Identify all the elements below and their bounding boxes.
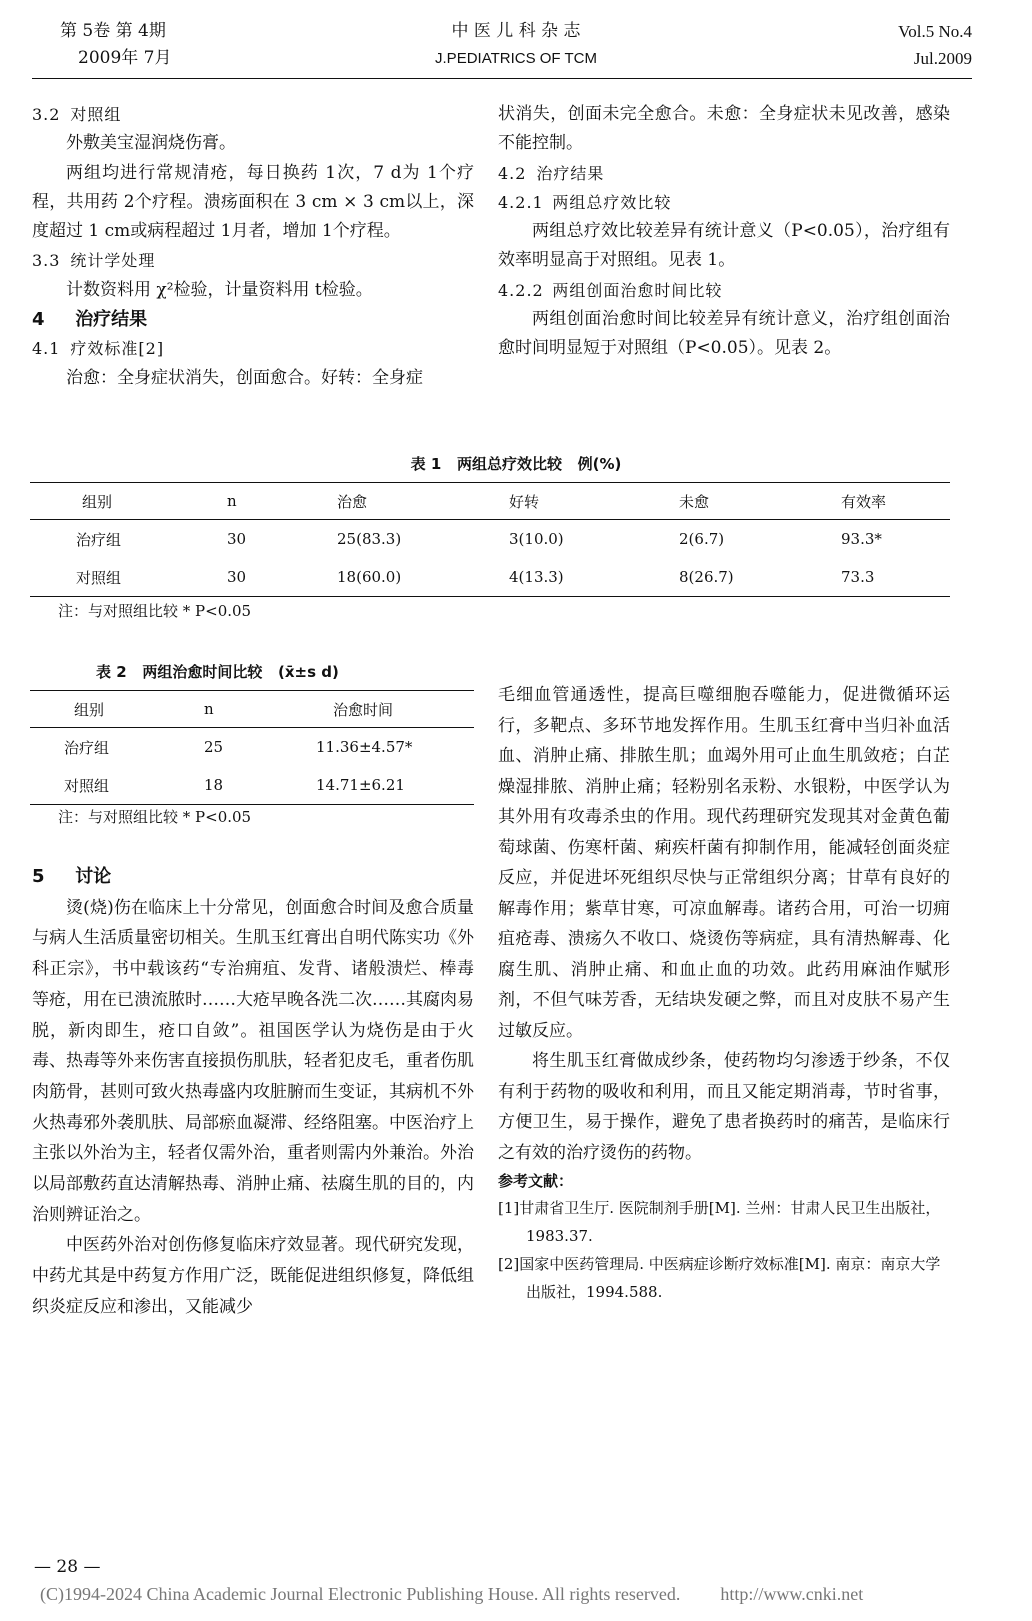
column-header: 未愈 (678, 483, 840, 520)
paragraph: 两组均进行常规清疮，每日换药 1次，7 d为 1个疗程，共用药 2个疗程。溃疡面积在 3 cm × 3 cm以上，深度超过 1 cm或病程超过 1月者，增加 1个疗程。 (32, 162, 474, 242)
paragraph: 将生肌玉红膏做成纱条，使药物均匀渗透于纱条，不仅有利于药物的吸收和利用，而且又能定期消毒，节时省事，方便卫生，易于操作，避免了患者换药时的痛苦，是临床行之有效的治疗烫伤的药物。 (498, 1051, 950, 1163)
header-rule (32, 78, 972, 79)
left-column-bottom (32, 862, 474, 1323)
column-header: 组别 (30, 483, 226, 520)
right-column-bottom (498, 680, 950, 1306)
table-header-row (30, 483, 950, 520)
section-heading-4-2-1: 4.2.1 两组总疗效比较 (498, 192, 672, 212)
table-row (30, 728, 474, 767)
column-header: 好转 (508, 483, 678, 520)
table-row (30, 766, 474, 805)
table-cell: 3(10.0) (509, 530, 564, 548)
table-cell: 治疗组 (64, 738, 110, 757)
issue-date: 2009年 7月 (78, 48, 172, 68)
column-header: 治愈时间 (315, 691, 474, 728)
issue-date-en: Jul.2009 (913, 49, 972, 68)
right-column-top (498, 100, 950, 364)
paragraph: 中医药外治对创伤修复临床疗效显著。现代研究发现，中药尤其是中药复方作用广泛，既能促进组织修复，降低组织炎症反应和渗出，又能减少 (32, 1235, 474, 1317)
paragraph: 治愈：全身症状消失，创面愈合。好转：全身症 (66, 367, 423, 388)
table-1-note: 注：与对照组比较 * P<0.05 (58, 602, 252, 620)
table-cell: 对照组 (30, 766, 203, 805)
table-cell: 25 (204, 738, 224, 756)
table-cell: 30 (226, 558, 336, 597)
section-heading-4: 4 治疗结果 (32, 309, 148, 331)
footer-url: http://www.cnki.net (720, 1584, 864, 1604)
copyright-text: (C)1994-2024 China Academic Journal Electronic Publishing House. All rights reserved. (40, 1584, 681, 1604)
journal-issue-en (898, 18, 972, 72)
journal-title-cn: 中 医 儿 科 杂 志 (451, 21, 581, 41)
paragraph: 状消失，创面未完全愈合。未愈：全身症状未见改善，感染不能控制。 (498, 104, 950, 154)
table-cell: 11.36±4.57* (316, 738, 413, 756)
table-cell: 18(60.0) (336, 558, 508, 597)
table-row (30, 520, 950, 559)
left-column-top (32, 100, 474, 393)
journal-title-en: J.PEDIATRICS OF TCM (435, 50, 597, 67)
column-header: n (203, 691, 315, 728)
paragraph: 两组创面治愈时间比较差异有统计意义，治疗组创面治愈时间明显短于对照组（P<0.05）。见表 2。 (498, 309, 950, 359)
paragraph: 烫(烧)伤在临床上十分常见，创面愈合时间及愈合质量与病人生活质量密切相关。生肌玉红膏出自明代陈实功《外科正宗》，书中载该药“专治痈疽、发背、诸般溃烂、棒毒等疮，用在已溃流脓时……大疮早晚各洗二次……其腐肉易脱，新肉即生，疮口自敛”。祖国医学认为烧伤是由于火毒、热毒等外来伤害直接损伤肌肤，轻者犯皮毛，重者伤肌肉筋骨，甚则可致火热毒盛内攻脏腑而生变证，其病机不外火热毒邪外袭肌肤、局部瘀血凝滞、经络阻塞。中医治疗上主张以外治为主，轻者仅需外治，重者则需内外兼治。外治以局部敷药直达清解热毒、消肿止痛、祛腐生肌的目的，内治则辨证治之。 (32, 897, 474, 1225)
column-header: n (226, 483, 336, 520)
section-heading-4-1: 4.1 疗效标准[2] (32, 339, 165, 359)
table-2-caption: 表 2 两组治愈时间比较 (x̄±s d) (96, 663, 339, 681)
table-1 (30, 482, 950, 597)
column-header: 治愈 (336, 483, 508, 520)
table-2 (30, 690, 474, 805)
copyright-footer (40, 1584, 1008, 1605)
reference-item: [2]国家中医药管理局. 中医病症诊断疗效标准[M]. 南京：南京大学出版社，1994.588. (498, 1255, 941, 1301)
reference-item: [1]甘肃省卫生厅. 医院制剂手册[M]. 兰州：甘肃人民卫生出版社，1983.37. (498, 1199, 941, 1245)
column-header: 组别 (30, 691, 203, 728)
table-1-caption: 表 1 两组总疗效比较 例(%) (410, 455, 622, 473)
table-cell: 治疗组 (76, 530, 122, 549)
table-cell: 8(26.7) (678, 558, 840, 597)
table-cell: 4(13.3) (508, 558, 678, 597)
table-cell: 14.71±6.21 (315, 766, 474, 805)
section-heading-3-3: 3.3 统计学处理 (32, 251, 156, 271)
table-cell: 对照组 (30, 558, 226, 597)
table-header-row (30, 691, 474, 728)
running-header (60, 18, 972, 78)
volume-issue: 第 5卷 第 4期 (60, 21, 166, 41)
paragraph: 两组总疗效比较差异有统计意义（P<0.05），治疗组有效率明显高于对照组。见表 1。 (498, 221, 950, 271)
table-cell: 18 (203, 766, 315, 805)
table-cell: 73.3 (840, 558, 950, 597)
paragraph: 外敷美宝湿润烧伤膏。 (66, 133, 236, 154)
page-number: — 28 — (34, 1557, 101, 1577)
table-row (30, 558, 950, 597)
section-heading-5: 5 讨论 (32, 866, 112, 887)
journal-title (60, 18, 972, 72)
table-cell: 25(83.3) (337, 530, 402, 548)
table-2-note: 注：与对照组比较 * P<0.05 (58, 808, 252, 826)
section-heading-3-2: 3.2 对照组 (32, 105, 122, 124)
paragraph: 计数资料用 χ²检验，计量资料用 t检验。 (66, 279, 373, 300)
references-heading: 参考文献： (498, 1172, 574, 1190)
table-cell: 93.3* (841, 530, 882, 548)
section-heading-4-2: 4.2 治疗结果 (498, 163, 605, 183)
column-header: 有效率 (840, 483, 950, 520)
table-cell: 2(6.7) (679, 530, 725, 548)
paragraph: 毛细血管通透性，提高巨噬细胞吞噬能力，促进微循环运行，多靶点、多环节地发挥作用。生肌玉红膏中当归补血活血、消肿止痛、排脓生肌；血竭外用可止血生肌敛疮；白芷燥湿排脓、消肿止痛；轻粉别名汞粉、水银粉，中医学认为其外用有攻毒杀虫的作用。现代药理研究发现其对金黄色葡萄球菌、伤寒杆菌、痢疾杆菌有抑制作用，能减轻创面炎症反应，并促进坏死组织尽快与正常组织分离；甘草有良好的解毒作用；紫草甘寒，可凉血解毒。诸药合用，可治一切痈疽疮毒、溃疡久不收口、烧烫伤等病症，具有清热解毒、化腐生肌、消肿止痛、和血止血的功效。此药用麻油作赋形剂，不但气味芳香，无结块发硬之弊，而且对皮肤不易产生过敏反应。 (498, 685, 950, 1041)
table-cell: 30 (227, 530, 247, 548)
section-heading-4-2-2: 4.2.2 两组创面治愈时间比较 (498, 280, 723, 300)
volume-issue-en: Vol.5 No.4 (898, 22, 972, 41)
